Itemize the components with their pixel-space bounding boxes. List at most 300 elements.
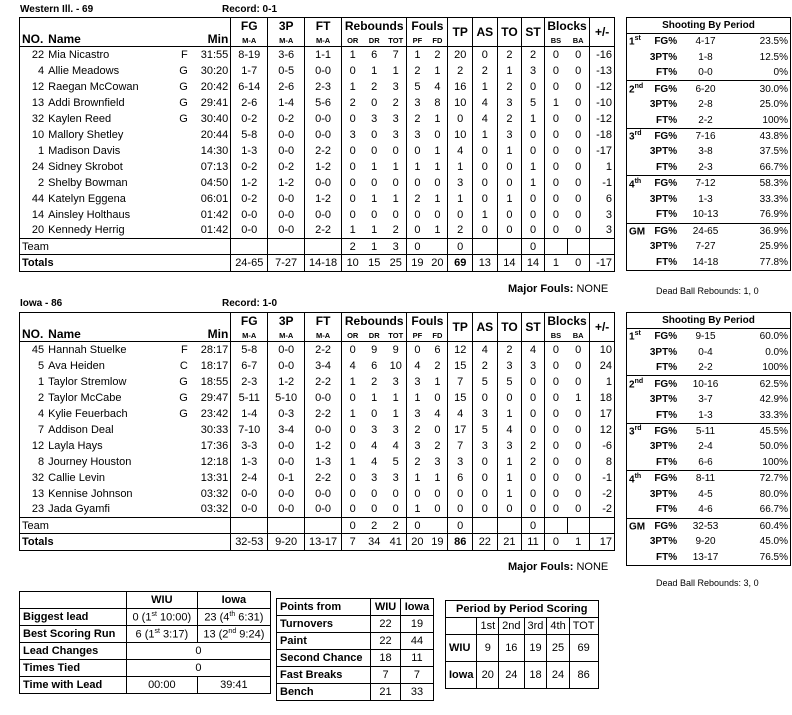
bs: 0 [544, 390, 567, 406]
shooting-row [627, 112, 791, 128]
def-reb: 4 [371, 455, 378, 468]
tp: 15 [448, 390, 473, 406]
tp: 7 [448, 374, 473, 390]
def-reb: 6 [371, 359, 378, 372]
period-suffix: nd [634, 82, 644, 90]
tot-as: 13 [473, 255, 498, 272]
made-attempted: 1-8 [698, 51, 713, 63]
tot-3p: 7-27 [268, 255, 305, 272]
subcol-bs: BS [544, 330, 567, 342]
player-name-text: Taylor McCabe [48, 391, 122, 404]
three-pt: 1-2 [268, 175, 305, 191]
pf: 1 [407, 159, 428, 175]
period-label [627, 176, 648, 192]
minutes: 18:55 [200, 375, 229, 388]
points-from-wiu: 22 [371, 633, 401, 650]
as: 0 [473, 502, 498, 518]
minutes: 30:20 [200, 64, 229, 77]
team-pf: 0 [407, 239, 428, 255]
tp: 2 [448, 223, 473, 239]
to: 0 [497, 175, 522, 191]
plus-minus: -16 [590, 47, 615, 63]
stat-label: FG% [647, 128, 679, 144]
stat-label: FT% [656, 67, 678, 79]
points-from-row [277, 616, 434, 633]
bs: 0 [544, 406, 567, 422]
team-empty [231, 518, 268, 534]
three-pt: 0-0 [268, 358, 305, 374]
subcol-or: OR [342, 35, 364, 47]
subcol-ba: BA [572, 35, 584, 45]
to: 0 [497, 223, 522, 239]
team-row-label: Team [20, 239, 231, 255]
player-name [46, 470, 190, 486]
fd: 1 [434, 375, 441, 388]
to: 1 [497, 486, 522, 502]
period-suffix: th [634, 177, 642, 185]
to: 0 [497, 159, 522, 175]
points-from-label: Fast Breaks [277, 667, 371, 684]
shooting-row [627, 471, 791, 487]
team-tp: 0 [448, 239, 473, 255]
team-plusminus [590, 239, 615, 255]
tot-fg: 24-65 [231, 255, 268, 272]
col-fg: FG [231, 313, 268, 330]
three-pt: 0-0 [268, 191, 305, 207]
ft: 1-2 [305, 191, 342, 207]
fg: 1-3 [231, 143, 268, 159]
tot-reb: 25 [385, 255, 407, 272]
pf: 0 [407, 175, 428, 191]
made-attempted: 14-18 [692, 256, 719, 268]
fd: 4 [434, 407, 441, 420]
period-col: 2nd [499, 618, 524, 635]
player-name-text: Sidney Skrobot [48, 160, 123, 173]
tot-reb: 1 [392, 64, 399, 77]
period-label [627, 81, 648, 97]
ba: 0 [575, 48, 582, 61]
as: 0 [473, 191, 498, 207]
fd: 4 [434, 80, 441, 93]
player-row [20, 159, 615, 175]
to: 2 [497, 342, 522, 358]
pf: 0 [407, 223, 428, 239]
subcol-ba: BA [572, 330, 584, 340]
shooting-row [627, 97, 791, 113]
col-st: ST [522, 313, 545, 342]
made-attempted: 7-12 [679, 176, 732, 192]
made-attempted: 10-13 [692, 209, 719, 221]
tp: 7 [448, 438, 473, 454]
made-attempted: 1-3 [698, 193, 713, 205]
as: 4 [473, 95, 498, 111]
points-from-wiu: 21 [371, 684, 401, 701]
tot-reb: 3 [392, 471, 399, 484]
def-reb: 3 [371, 471, 378, 484]
to: 0 [497, 207, 522, 223]
subcol-ma: M-A [268, 330, 305, 342]
bs: 0 [544, 223, 567, 239]
ba: 0 [575, 423, 582, 436]
made-attempted: 4-17 [695, 36, 716, 48]
stat-label: 3PT% [649, 146, 678, 158]
made-attempted: 4-6 [698, 504, 713, 516]
shooting-table [626, 312, 791, 566]
shooting-row [627, 534, 791, 550]
player-name-text: Kaylen Reed [48, 112, 112, 125]
player-number: 1 [38, 375, 45, 388]
player-position: G [179, 407, 188, 420]
off-reb: 2 [342, 95, 364, 111]
ba: 0 [575, 208, 582, 221]
team-empty [268, 518, 305, 534]
pf: 0 [407, 143, 428, 159]
off-reb: 0 [342, 159, 364, 175]
period-number: 4 [629, 473, 635, 485]
off-reb: 0 [342, 207, 364, 223]
player-number: 24 [31, 160, 45, 173]
player-number: 20 [31, 224, 45, 237]
player-name-text: Katelyn Eggena [48, 192, 126, 205]
ba: 0 [575, 112, 582, 125]
def-reb: 2 [371, 375, 378, 388]
col-name: Name [48, 327, 81, 341]
period-label [627, 112, 648, 128]
team-dr: 1 [363, 239, 385, 255]
fd: 2 [434, 439, 441, 452]
as: 3 [473, 438, 498, 454]
team-as [473, 239, 498, 255]
tot-reb: 0 [392, 487, 399, 500]
player-position: F [181, 343, 188, 356]
stat-label: FG% [647, 471, 679, 487]
fd: 0 [434, 176, 441, 189]
tot-reb: 1 [392, 391, 399, 404]
times-tied-value: 0 [126, 660, 270, 677]
period-row [446, 635, 599, 662]
ba: 0 [575, 343, 582, 356]
as: 0 [473, 454, 498, 470]
bs: 0 [544, 47, 567, 63]
fd: 1 [434, 160, 441, 173]
bs: 0 [544, 470, 567, 486]
fg: 7-10 [231, 422, 268, 438]
period-team: WIU [446, 635, 477, 662]
percentage: 50.0% [759, 441, 788, 453]
period-label [627, 423, 648, 439]
made-attempted: 2-8 [698, 99, 713, 111]
def-reb: 6 [371, 48, 378, 61]
ba: 0 [575, 359, 582, 372]
best-run-wiu: 6 (1st 3:17) [126, 626, 197, 643]
player-name [46, 342, 190, 358]
player-number: 22 [31, 48, 45, 61]
player-name [46, 406, 190, 422]
st: 1 [522, 175, 545, 191]
tot-reb: 7 [392, 48, 399, 61]
minutes: 29:47 [200, 391, 229, 404]
period-label [627, 144, 648, 160]
player-position: G [179, 112, 188, 125]
player-position: G [179, 391, 188, 404]
st: 1 [522, 111, 545, 127]
fd: 0 [434, 503, 441, 516]
player-number: 2 [38, 391, 45, 404]
as: 0 [473, 470, 498, 486]
three-pt: 2-6 [268, 79, 305, 95]
player-name [46, 454, 190, 470]
player-row [20, 207, 615, 223]
tot-as: 22 [473, 534, 498, 551]
player-name-text: Ava Heiden [48, 359, 105, 372]
fg: 5-8 [231, 342, 268, 358]
percentage: 76.5% [759, 551, 788, 563]
tp: 10 [448, 95, 473, 111]
stat-label: FG% [647, 423, 679, 439]
def-reb: 0 [371, 487, 378, 500]
minutes: 17:36 [200, 439, 229, 452]
stat-label: FG% [647, 223, 679, 239]
shooting-row [627, 207, 791, 223]
biggest-lead-iowa: 23 (4th 6:31) [197, 609, 270, 626]
stat-label: 3PT% [649, 346, 678, 358]
shooting-row [627, 34, 791, 50]
period-team: Iowa [446, 662, 477, 689]
shooting-row [627, 239, 791, 255]
minutes: 23:42 [200, 407, 229, 420]
ba: 0 [575, 80, 582, 93]
player-name [46, 486, 190, 502]
period-number: 3 [629, 131, 635, 143]
tp: 17 [448, 422, 473, 438]
three-pt: 0-3 [268, 406, 305, 422]
fg: 0-0 [231, 207, 268, 223]
ba: 1 [575, 391, 582, 404]
team-fd [427, 518, 448, 534]
player-name [46, 111, 190, 127]
points-from-row [277, 667, 434, 684]
player-row [20, 191, 615, 207]
period-label [627, 207, 648, 223]
fg: 0-0 [231, 486, 268, 502]
def-reb: 0 [371, 144, 378, 157]
game-summary-table [19, 591, 271, 694]
player-position: G [179, 375, 188, 388]
ft: 1-1 [305, 47, 342, 63]
tp: 6 [448, 470, 473, 486]
three-pt: 0-0 [268, 127, 305, 143]
minutes: 20:42 [200, 80, 229, 93]
shooting-row [627, 223, 791, 239]
as: 2 [473, 358, 498, 374]
shooting-row [627, 550, 791, 566]
minutes: 06:01 [200, 192, 229, 205]
def-reb: 0 [371, 176, 378, 189]
st: 2 [522, 454, 545, 470]
tot-dr: 15 [363, 255, 385, 272]
bs: 0 [544, 175, 567, 191]
period-score: 20 [477, 662, 499, 689]
fg: 1-2 [231, 175, 268, 191]
minutes: 31:55 [200, 48, 229, 61]
plus-minus: 6 [590, 191, 615, 207]
three-pt: 3-4 [268, 422, 305, 438]
player-number: 2 [38, 176, 45, 189]
to: 3 [497, 95, 522, 111]
ft: 0-0 [305, 175, 342, 191]
col-as: AS [473, 18, 498, 47]
points-from-col-wiu: WIU [371, 599, 401, 616]
to: 2 [497, 47, 522, 63]
points-from-label: Bench [277, 684, 371, 701]
three-pt: 0-0 [268, 143, 305, 159]
made-attempted: 9-20 [695, 536, 716, 548]
shooting-row [627, 191, 791, 207]
player-number: 5 [38, 359, 45, 372]
summary-col-iowa: Iowa [197, 592, 270, 609]
player-row [20, 143, 615, 159]
player-name-text: Journey Houston [48, 455, 132, 468]
minutes: 07:13 [200, 160, 229, 173]
col-no: NO. [22, 32, 44, 46]
fd: 1 [434, 224, 441, 237]
pf: 1 [407, 390, 428, 406]
player-row [20, 63, 615, 79]
fd: 2 [434, 359, 441, 372]
points-from-row [277, 633, 434, 650]
player-name-text: Layla Hays [48, 439, 103, 452]
made-attempted: 3-8 [698, 146, 713, 158]
pf: 2 [407, 454, 428, 470]
period-number: 1 [629, 331, 635, 343]
tot-reb: 0 [392, 503, 399, 516]
player-number: 1 [38, 144, 45, 157]
period-score: 16 [499, 635, 524, 662]
player-name-text: Addi Brownfield [48, 96, 125, 109]
player-name-text: Kennise Johnson [48, 487, 133, 500]
team-empty [305, 518, 342, 534]
period-label [627, 518, 648, 534]
bs: 1 [544, 95, 567, 111]
team-or: 2 [342, 239, 364, 255]
as: 2 [473, 63, 498, 79]
def-reb: 0 [371, 208, 378, 221]
player-name-text: Kennedy Herrig [48, 224, 125, 237]
player-number: 13 [31, 96, 45, 109]
made-attempted: 9-15 [695, 331, 716, 343]
period-label [627, 550, 648, 566]
bs: 0 [544, 127, 567, 143]
team-empty [305, 239, 342, 255]
player-position: G [179, 96, 188, 109]
plus-minus: 18 [590, 390, 615, 406]
off-reb: 1 [342, 47, 364, 63]
pf: 2 [407, 422, 428, 438]
lead-changes-value: 0 [126, 643, 270, 660]
period-label [627, 329, 648, 345]
period-label [627, 392, 648, 408]
tot-dr: 34 [363, 534, 385, 551]
major-fouls-label: Major Fouls: [508, 283, 574, 295]
period-label [627, 407, 648, 423]
time-lead-wiu: 00:00 [126, 677, 197, 694]
fg: 1-4 [231, 406, 268, 422]
period-label [627, 502, 648, 518]
percentage: 30.0% [732, 81, 791, 97]
player-name-text: Taylor Stremlow [48, 375, 127, 388]
stat-label: FT% [656, 409, 678, 421]
shooting-row [627, 502, 791, 518]
pf: 3 [407, 95, 428, 111]
ba: 0 [575, 375, 582, 388]
player-number: 8 [38, 455, 45, 468]
player-name-text: Mia Nicastro [48, 48, 110, 61]
period-suffix: rd [634, 130, 642, 138]
as: 3 [473, 406, 498, 422]
tot-bs: 1 [544, 255, 567, 272]
percentage: 72.7% [732, 471, 791, 487]
shooting-row [627, 160, 791, 176]
team1-dead-ball-rebounds: Dead Ball Rebounds: 1, 0 [656, 286, 759, 296]
percentage: 25.9% [759, 241, 788, 253]
player-name [46, 159, 190, 175]
def-reb: 1 [371, 192, 378, 205]
fg: 0-2 [231, 111, 268, 127]
plus-minus: 1 [590, 159, 615, 175]
off-reb: 0 [342, 63, 364, 79]
period-score: 19 [524, 635, 547, 662]
percentage: 80.0% [759, 488, 788, 500]
period-label [627, 128, 648, 144]
subcol-ma: M-A [231, 35, 268, 47]
three-pt: 0-2 [268, 159, 305, 175]
ba: 0 [575, 96, 582, 109]
three-pt: 0-0 [268, 454, 305, 470]
as: 4 [473, 342, 498, 358]
percentage: 42.9% [759, 394, 788, 406]
def-reb: 3 [371, 423, 378, 436]
subcol-fd: FD [432, 330, 443, 340]
time-lead-label: Time with Lead [20, 677, 127, 694]
pf: 0 [407, 486, 428, 502]
tot-st: 14 [522, 255, 545, 272]
shooting-table [626, 17, 791, 271]
percentage: 58.3% [732, 176, 791, 192]
subcol-dr: DR [368, 35, 380, 45]
minutes: 13:31 [200, 471, 229, 484]
subcol-pf: PF [407, 330, 428, 342]
team-ba [567, 239, 590, 255]
player-number: 13 [31, 487, 45, 500]
ft: 0-0 [305, 207, 342, 223]
off-reb: 0 [342, 191, 364, 207]
team-row-label: Team [20, 518, 231, 534]
fd: 8 [434, 96, 441, 109]
st: 0 [522, 127, 545, 143]
tot-ba: 0 [567, 255, 590, 272]
subcol-or: OR [342, 330, 364, 342]
totals-label: Totals [20, 534, 231, 551]
pf: 2 [407, 191, 428, 207]
col-ft: FT [305, 18, 342, 35]
team-row [20, 518, 615, 534]
tot-bs: 0 [544, 534, 567, 551]
subcol-ma: M-A [268, 35, 305, 47]
as: 1 [473, 127, 498, 143]
bs: 0 [544, 438, 567, 454]
ft: 0-0 [305, 486, 342, 502]
player-position: G [179, 64, 188, 77]
